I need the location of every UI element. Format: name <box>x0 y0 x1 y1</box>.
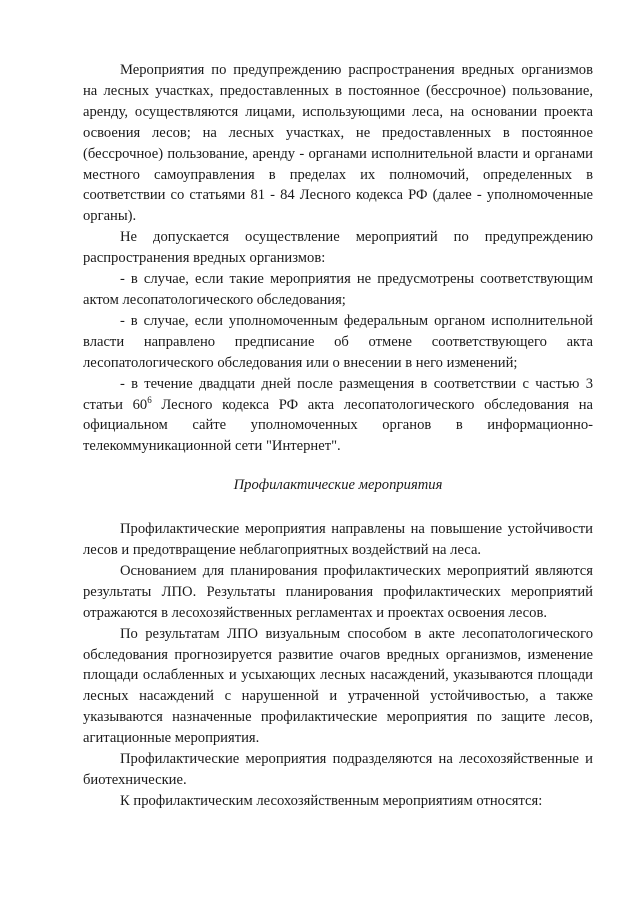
paragraph-prevention-responsibility: Мероприятия по предупреждению распространения вредных организмов на лесных участках, предоставленных в постоянное (бессрочное) пользование, аренду, осуществляются лицами, использующими леса, на основании проекта освоения лесов; на лесных участках, не предоставленных в постоянное (бессрочное) пользование, аренду - органами исполнительной власти и органами местного самоуправления в пределах их полномочий, определенных в соответствии со статьями 81 - 84 Лесного кодекса РФ (далее - уполномоченные органы). <box>83 62 593 225</box>
paragraph-types: Профилактические мероприятия подразделяются на лесохозяйственные и биотехнические. <box>83 751 593 788</box>
paragraph-not-allowed: Не допускается осуществление мероприятий по предупреждению распространения вредных организмов: <box>83 229 593 267</box>
list-item-twenty-days-text: - в течение двадцати дней после размещения в соответствии с частью 3 статьи 60 <box>83 375 593 413</box>
paragraph-lpo-results: По результатам ЛПО визуальным способом в акте лесопатологического обследования прогнозируется развитие очагов вредных организмов, изменение площади ослабленных и усыхающих лесных насаждений, указываются площади лесных насаждений с нарушенной и утраченной устойчивостью, а также указываются назначенные профилактические мероприятия по защите лесов, агитационные мероприятия. <box>83 625 593 747</box>
paragraph-planning-basis: Основанием для планирования профилактических мероприятий являются результаты ЛПО. Результаты планирования профилактических мероприятий отражаются в лесохозяйственных регламентах и проектах освоения лесов. <box>83 562 593 621</box>
list-item-prescription: - в случае, если уполномоченным федеральным органом исполнительной власти направлено предписание об отмене соответствующего акта лесопатологического обследования или о внесении в него изменений; <box>83 312 593 371</box>
paragraph-forestry-measures: К профилактическим лесохозяйственным мероприятиям относятся: <box>120 792 543 809</box>
section-heading: Профилактические мероприятия <box>233 477 443 494</box>
article-superscript: 6 <box>147 394 152 405</box>
list-item-not-in-act: - в случае, если такие мероприятия не предусмотрены соответствующим актом лесопатологического обследования; <box>83 271 593 308</box>
paragraph-purpose: Профилактические мероприятия направлены на повышение устойчивости лесов и предотвращение неблагоприятных воздействий на леса. <box>83 521 593 559</box>
list-item-twenty-days-text-end: Лесного кодекса РФ акта лесопатологического обследования на официальном сайте уполномоченных органов в информационно-телекоммуникационной сети "Интернет". <box>83 396 594 455</box>
list-item-twenty-days <box>83 374 593 458</box>
